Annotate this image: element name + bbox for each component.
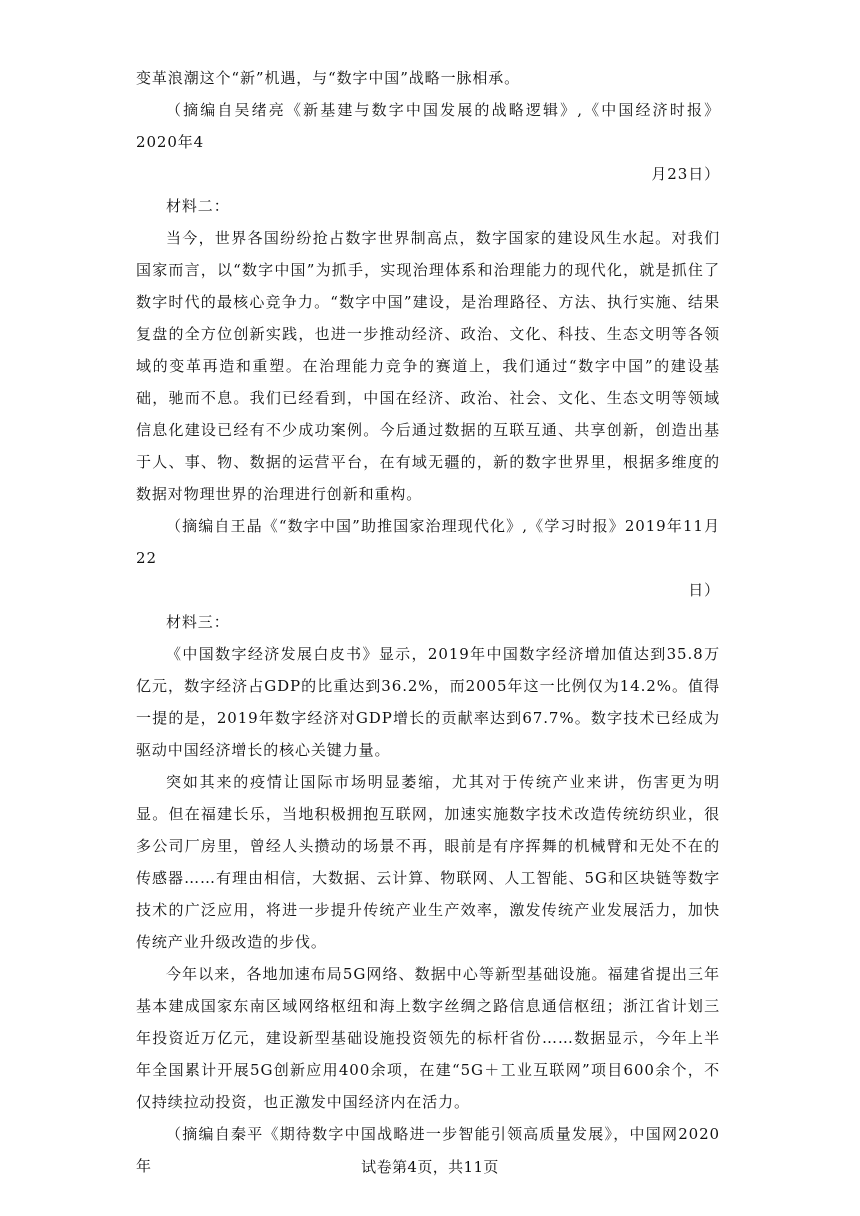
document-body	[136, 62, 720, 1182]
material-three-paragraph-1: 《中国数字经济发展白皮书》显示，2019年中国数字经济增加值达到35.8万亿元，数字经济占GDP的比重达到36.2%，而2005年这一比例仅为14.2%。值得一提的是，2019年数字经济对GDP增长的贡献率达到67.7%。数字技术已经成为驱动中国经济增长的核心关键力量。	[136, 645, 720, 759]
source-citation-material-three: （摘编自秦平《期待数字中国战略进一步智能引领高质量发展》，中国网2020年	[136, 1125, 720, 1175]
source-citation-material-two: （摘编自王晶《“数字中国”助推国家治理现代化》,《学习时报》2019年11月22	[136, 517, 720, 567]
material-three-heading: 材料三：	[166, 613, 230, 631]
material-three-paragraph-2: 突如其来的疫情让国际市场明显萎缩，尤其对于传统产业来讲，伤害更为明显。但在福建长乐，当地积极拥抱互联网，加速实施数字技术改造传统纺织业，很多公司厂房里，曾经人头攒动的场景不再，眼前是有序挥舞的机械臂和无处不在的传感器……有理由相信，大数据、云计算、物联网、人工智能、5G和区块链等数字技术的广泛应用，将进一步提升传统产业生产效率，激发传统产业发展活力，加快传统产业升级改造的步伐。	[136, 773, 720, 951]
page-footer: 试卷第4页，共11页	[361, 1158, 499, 1176]
source-citation-material-one: （摘编自吴绪亮《新基建与数字中国发展的战略逻辑》,《中国经济时报》2020年4	[136, 101, 720, 151]
source-citation-material-two-end: 日）	[688, 581, 720, 599]
paragraph-intro-tail: 变革浪潮这个“新”机遇，与“数字中国”战略一脉相承。	[136, 69, 521, 87]
source-citation-material-one-end: 月23日）	[651, 165, 720, 183]
material-two-paragraph: 当今，世界各国纷纷抢占数字世界制高点，数字国家的建设风生水起。对我们国家而言，以“数字中国”为抓手，实现治理体系和治理能力的现代化，就是抓住了数字时代的最核心竞争力。“数字中国”建设，是治理路径、方法、执行实施、结果复盘的全方位创新实践，也进一步推动经济、政治、文化、科技、生态文明等各领域的变革再造和重塑。在治理能力竞争的赛道上，我们通过“数字中国”的建设基础，驰而不息。我们已经看到，中国在经济、政治、社会、文化、生态文明等领域信息化建设已经有不少成功案例。今后通过数据的互联互通、共享创新，创造出基于人、事、物、数据的运营平台，在有域无疆的，新的数字世界里，根据多维度的数据对物理世界的治理进行创新和重构。	[136, 229, 720, 503]
material-two-heading: 材料二：	[166, 197, 230, 215]
material-three-paragraph-3: 今年以来，各地加速布局5G网络、数据中心等新型基础设施。福建省提出三年基本建成国家东南区域网络枢纽和海上数字丝绸之路信息通信枢纽；浙江省计划三年投资近万亿元，建设新型基础设施投资领先的标杆省份……数据显示，今年上半年全国累计开展5G创新应用400余项，在建“5G＋工业互联网”项目600余个，不仅持续拉动投资，也正激发中国经济内在活力。	[136, 965, 720, 1111]
